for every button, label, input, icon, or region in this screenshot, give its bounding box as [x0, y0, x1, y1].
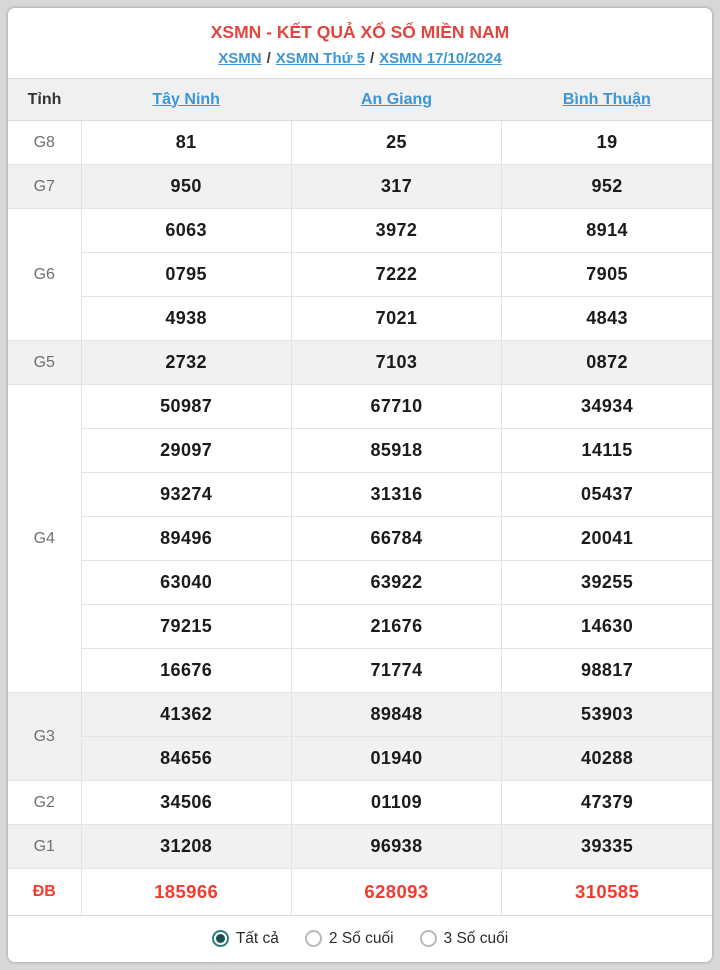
result-number: 29097: [81, 429, 291, 473]
result-number: 01940: [291, 737, 501, 781]
column-header-an-giang: [291, 79, 501, 121]
result-number: 185966: [81, 869, 291, 915]
result-number: 7103: [291, 341, 501, 385]
results-table: [8, 78, 712, 915]
result-number: 84656: [81, 737, 291, 781]
result-number: 34506: [81, 781, 291, 825]
result-number: 14630: [502, 605, 712, 649]
result-number: 25: [291, 121, 501, 165]
result-number: 41362: [81, 693, 291, 737]
breadcrumb-link-xsmn[interactable]: XSMN: [218, 50, 262, 67]
result-number: 628093: [291, 869, 501, 915]
column-header-province: Tỉnh: [8, 79, 81, 121]
table-row: [8, 649, 712, 693]
table-row: [8, 165, 712, 209]
table-row: [8, 825, 712, 869]
table-row: [8, 561, 712, 605]
radio-label: 3 Số cuối: [443, 929, 509, 947]
radio-icon: [305, 930, 322, 947]
result-number: 310585: [502, 869, 712, 915]
result-number: 16676: [81, 649, 291, 693]
results-body: [8, 121, 712, 915]
display-mode-bar: [8, 915, 712, 963]
result-number: 96938: [291, 825, 501, 869]
prize-label: G4: [8, 385, 81, 693]
result-number: 79215: [81, 605, 291, 649]
result-number: 7222: [291, 253, 501, 297]
prize-label: G2: [8, 781, 81, 825]
result-number: 39255: [502, 561, 712, 605]
result-number: 952: [502, 165, 712, 209]
result-number: 20041: [502, 517, 712, 561]
result-number: 4843: [502, 297, 712, 341]
table-row: [8, 297, 712, 341]
result-number: 950: [81, 165, 291, 209]
result-number: 71774: [291, 649, 501, 693]
prize-label: G3: [8, 693, 81, 781]
result-number: 67710: [291, 385, 501, 429]
page-title: XSMN - KẾT QUẢ XỔ SỐ MIỀN NAM: [210, 22, 510, 42]
column-header-binh-thuan: [502, 79, 712, 121]
result-number: 6063: [81, 209, 291, 253]
table-row: [8, 473, 712, 517]
prize-label: G6: [8, 209, 81, 341]
radio-option-3-so-cuoi[interactable]: [420, 930, 509, 948]
radio-label: Tất cả: [235, 929, 279, 947]
results-card: [8, 8, 712, 962]
prize-label: G8: [8, 121, 81, 165]
prize-label: ĐB: [8, 869, 81, 915]
result-number: 0872: [502, 341, 712, 385]
prize-label: G7: [8, 165, 81, 209]
prize-label: G1: [8, 825, 81, 869]
table-row: [8, 253, 712, 297]
result-number: 7021: [291, 297, 501, 341]
radio-option-2-so-cuoi[interactable]: [305, 930, 394, 948]
table-row: [8, 517, 712, 561]
result-number: 40288: [502, 737, 712, 781]
province-link-an-giang[interactable]: An Giang: [360, 90, 433, 108]
result-number: 93274: [81, 473, 291, 517]
result-number: 4938: [81, 297, 291, 341]
result-number: 19: [596, 132, 618, 152]
result-number: 81: [81, 121, 291, 165]
breadcrumb: [8, 45, 712, 73]
result-number: 89496: [81, 517, 291, 561]
result-number: 01109: [291, 781, 501, 825]
result-number: 14115: [502, 429, 712, 473]
result-number: 63040: [81, 561, 291, 605]
breadcrumb-link-xsmn-date[interactable]: XSMN 17/10/2024: [379, 50, 502, 67]
province-link-binh-thuan[interactable]: Bình Thuận: [562, 90, 651, 108]
result-number: 317: [291, 165, 501, 209]
result-number: 7905: [502, 253, 712, 297]
radio-icon: [420, 930, 437, 947]
radio-option-all[interactable]: [212, 930, 279, 948]
table-header-row: [8, 79, 712, 121]
result-number: 63922: [291, 561, 501, 605]
result-number: 05437: [502, 473, 712, 517]
table-row: [8, 605, 712, 649]
table-row: [8, 209, 712, 253]
result-number: 47379: [502, 781, 712, 825]
table-row: [8, 429, 712, 473]
result-number: 89848: [291, 693, 501, 737]
breadcrumb-separator: /: [266, 50, 271, 67]
result-number: 21676: [291, 605, 501, 649]
radio-label: 2 Số cuối: [328, 929, 394, 947]
result-number: 66784: [291, 517, 501, 561]
table-row: [8, 121, 712, 165]
table-row: [8, 781, 712, 825]
result-number: 2732: [81, 341, 291, 385]
title-block: [8, 8, 712, 78]
result-number: 53903: [502, 693, 712, 737]
table-row: [8, 385, 712, 429]
table-row: [8, 693, 712, 737]
result-number: 0795: [81, 253, 291, 297]
prize-label: G5: [8, 341, 81, 385]
result-number: 50987: [81, 385, 291, 429]
result-number: 3972: [291, 209, 501, 253]
breadcrumb-separator: /: [369, 50, 375, 67]
table-row: [8, 341, 712, 385]
result-number: 31316: [291, 473, 501, 517]
table-row: [8, 737, 712, 781]
result-number: 98817: [502, 649, 712, 693]
result-number: 8914: [502, 209, 712, 253]
column-header-tay-ninh: [81, 79, 291, 121]
result-number: 34934: [502, 385, 712, 429]
province-link-tay-ninh[interactable]: Tây Ninh: [152, 90, 220, 108]
result-number: 39335: [502, 825, 712, 869]
result-number: 85918: [291, 429, 501, 473]
table-row: [8, 869, 712, 915]
radio-icon: [212, 930, 229, 947]
result-number: 31208: [81, 825, 291, 869]
breadcrumb-link-xsmn-thu-5[interactable]: XSMN Thứ 5: [275, 50, 365, 67]
